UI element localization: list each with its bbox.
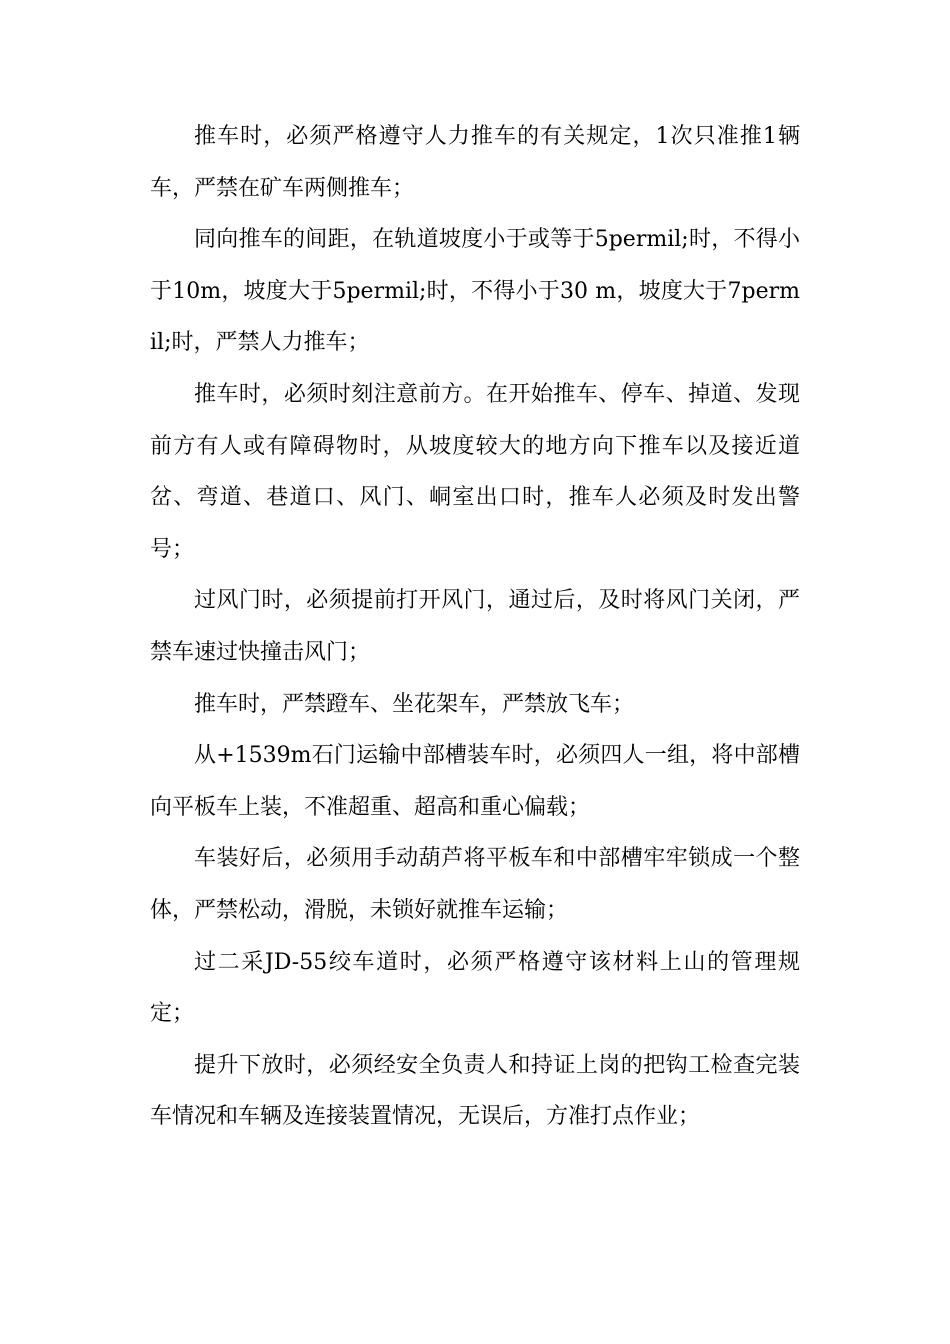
paragraph-winch-road: 过二采JD-55绞车道时，必须严格遵守该材料上山的管理规定； [150,949,800,1027]
paragraph-push-cart-rules: 推车时，必须严格遵守人力推车的有关规定，1次只准推1辆车，严禁在矿车两侧推车； [150,124,800,201]
paragraph-securing-load: 车装好后，必须用手动葫芦将平板车和中部槽牢牢锁成一个整体，严禁松动，滑脱，未锁好就推车运输； [150,846,800,923]
paragraph-hoisting-check: 提升下放时，必须经安全负责人和持证上岗的把钩工检查完装车情况和车辆及连接装置情况，无误后，方准打点作业； [150,1052,800,1130]
paragraph-loading-trough: 从+1539m石门运输中部槽装车时，必须四人一组，将中部槽向平板车上装，不准超重、超高和重心偏载； [150,743,800,820]
paragraph-no-riding: 推车时，严禁蹬车、坐花架车，严禁放飞车； [194,691,635,717]
paragraph-air-door: 过风门时，必须提前打开风门，通过后，及时将风门关闭，严禁车速过快撞击风门； [150,588,800,665]
paragraph-cart-spacing: 同向推车的间距，在轨道坡度小于或等于5permil;时，不得小于10m，坡度大于5permil;时，不得小于30 m，坡度大于7permil;时，严禁人力推车； [150,227,800,356]
paragraph-watch-ahead: 推车时，必须时刻注意前方。在开始推车、停车、掉道、发现前方有人或有障碍物时，从坡度较大的地方向下推车以及接近道岔、弯道、巷道口、风门、峒室出口时，推车人必须及时发出警号； [150,381,800,562]
document-body [150,111,800,1143]
